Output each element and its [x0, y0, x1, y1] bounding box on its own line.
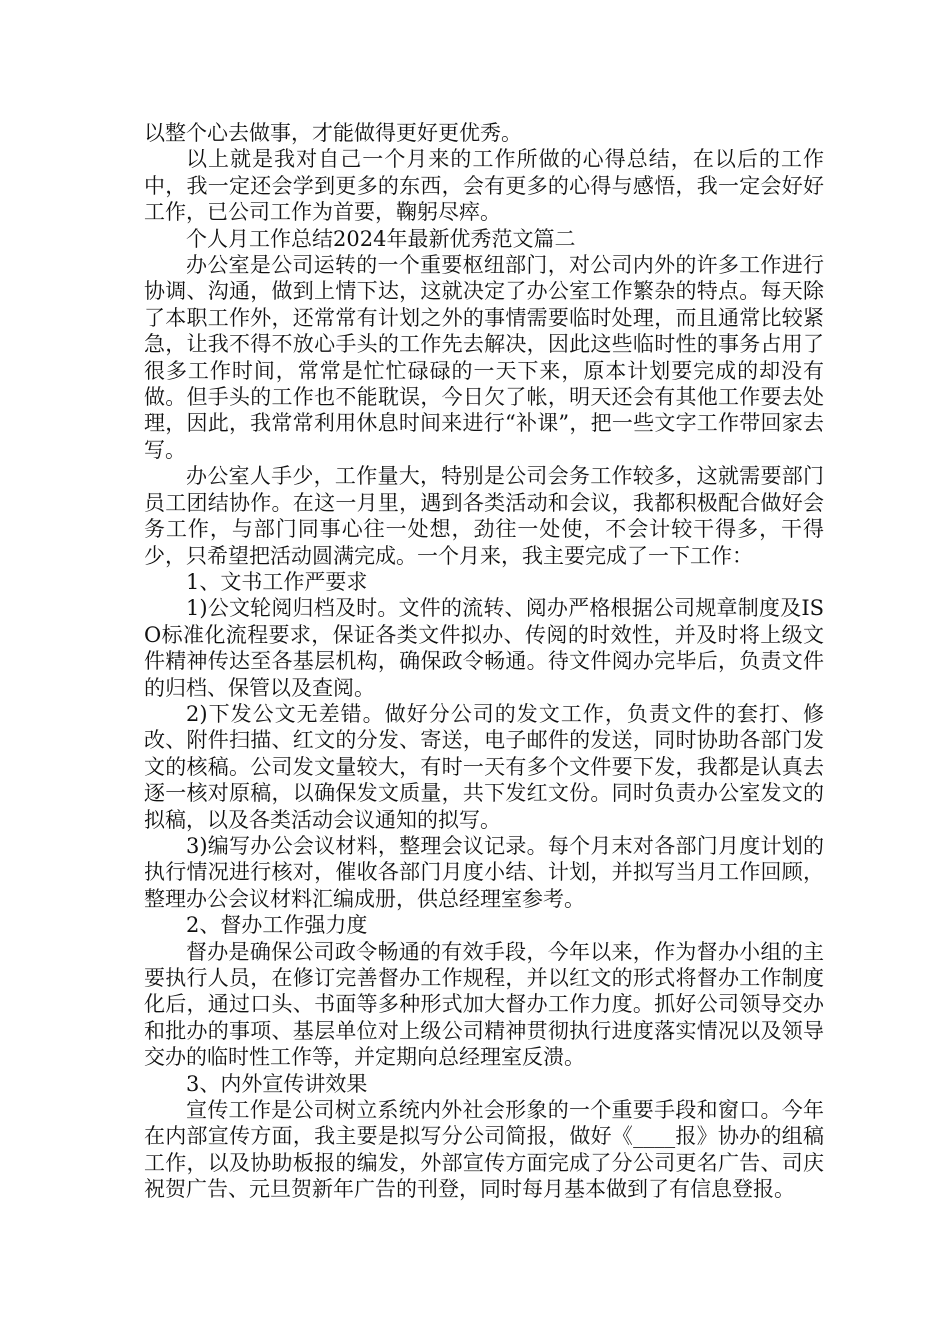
paragraph-office-role: 办公室是公司运转的一个重要枢纽部门，对公司内外的许多工作进行协调、沟通，做到上情下达，这就决定了办公室工作繁杂的特点。每天除了本职工作外，还常常有计划之外的事情需要临时处理，而且通常比较紧急，让我不得不放心手头的工作先去解决，因此这些临时性的事务占用了很多工作时间，常常是忙忙碌碌的一天下来，原本计划要完成的却没有做。但手头的工作也不能耽误，今日欠了帐，明天还会有其他工作要去处理，因此，我常常利用休息时间来进行“补课”，把一些文字工作带回家去写。 [144, 253, 824, 462]
subheading-publicity: 3、内外宣传讲效果 [186, 1071, 368, 1096]
paragraph-supervision: 督办是确保公司政令畅通的有效手段，今年以来，作为督办小组的主要执行人员，在修订完善督办工作规程，并以红文的形式将督办工作制度化后，通过口头、书面等多种形式加大督办工作力度。抓好公司领导交办和批办的事项、基层单位对上级公司精神贯彻执行进度落实情况以及领导交办的临时性工作等，并定期向总经理室反溃。 [144, 939, 824, 1070]
paragraph-continuation: 以整个心去做事，才能做得更好更优秀。 [144, 121, 522, 145]
section-title: 个人月工作总结2024年最新优秀范文篇二 [186, 226, 576, 251]
paragraph-publicity: 宣传工作是公司树立系统内外社会形象的一个重要手段和窗口。今年在内部宣传方面，我主要是拟写分公司简报，做好《____报》协办的组稿工作，以及协助板报的编发，外部宣传方面完成了分公司更名广告、司庆祝贺广告、元旦贺新年广告的刊登，同时每月基本做到了有信息登报。 [144, 1098, 824, 1202]
document-body [144, 120, 824, 1203]
subheading-document-work: 1、文书工作严要求 [186, 569, 368, 594]
subheading-supervision: 2、督办工作强力度 [186, 913, 368, 938]
paragraph-issuing-documents: 2)下发公文无差错。做好分公司的发文工作，负责文件的套打、修改、附件扫描、红文的分发、寄送，电子邮件的发送，同时协助各部门发文的核稿。公司发文量较大，有时一天有多个文件要下发，我都是认真去逐一核对原稿，以确保发文质量，共下发红文份。同时负责办公室发文的拟稿，以及各类活动会议通知的拟写。 [144, 701, 824, 832]
paragraph-summary-conclusion: 以上就是我对自己一个月来的工作所做的心得总结，在以后的工作中，我一定还会学到更多的东西，会有更多的心得与感悟，我一定会好好工作，已公司工作为首要，鞠躬尽瘁。 [144, 147, 824, 225]
paragraph-meeting-materials: 3)编写办公会议材料，整理会议记录。每个月末对各部门月度计划的执行情况进行核对，催收各部门月度小结、计划，并拟写当月工作回顾，整理办公会议材料汇编成册，供总经理室参考。 [144, 833, 824, 911]
paragraph-teamwork: 办公室人手少，工作量大，特别是公司会务工作较多，这就需要部门员工团结协作。在这一月里，遇到各类活动和会议，我都积极配合做好会务工作，与部门同事心往一处想，劲往一处使，不会计较干得多，干得少，只希望把活动圆满完成。一个月来，我主要完成了一下工作： [144, 464, 824, 568]
paragraph-archiving: 1)公文轮阅归档及时。文件的流转、阅办严格根据公司规章制度及ISO标准化流程要求，保证各类文件拟办、传阅的时效性，并及时将上级文件精神传达至各基层机构，确保政令畅通。待文件阅办完毕后，负责文件的归档、保管以及查阅。 [144, 596, 824, 700]
